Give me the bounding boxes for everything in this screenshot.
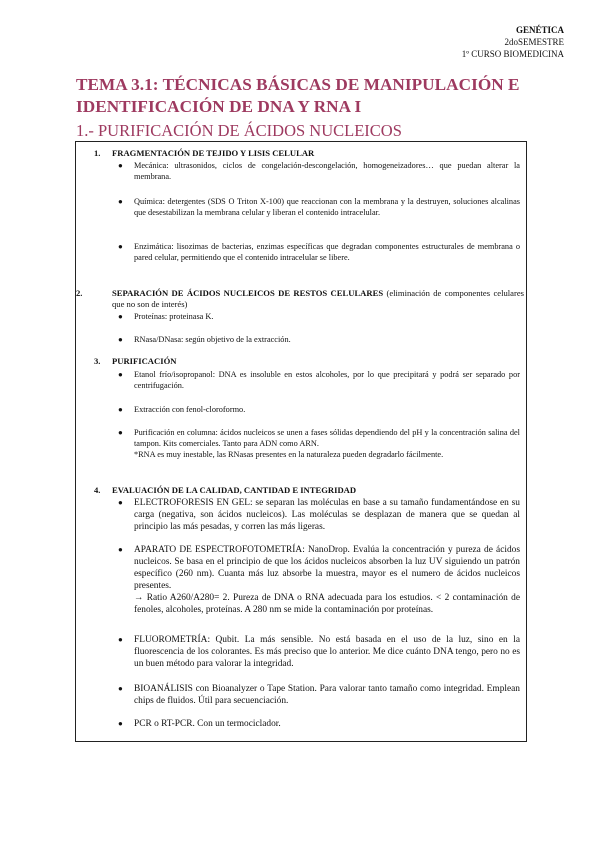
header-subject: GENÉTICA [515,25,564,35]
bullet-icon: ● [118,719,123,728]
document-header [462,24,564,60]
header-course: 1º CURSO BIOMEDICINA [461,49,564,59]
list-item: ● APARATO DE ESPECTROFOTOMETRÍA: NanoDrop. Evalúa la concentración y pureza de ácidos nucleicos. Se basa en el principio de que los ácidos nucleicos absorben la luz UV siguiendo un patrón específico (260 nm). Cuanta más luz absorbe la muestra, mayor es el numero de ácidos nucleicos presentes. → Ratio A260/A280= 2. Pureza de DNA o RNA adecuada para los estudios. < 2 contaminación de fenoles, alcoholes, proteínas. A 280 nm se mide la contaminación por proteínas. [118,545,520,615]
page-title: TEMA 3.1: TÉCNICAS BÁSICAS DE MANIPULACIÓN E IDENTIFICACIÓN DE DNA Y RNA I [76,75,520,116]
list-item: ● FLUOROMETRÍA: Qubit. La más sensible. No está basada en el uso de la luz, sino en la fluorescencia de los colorantes. Es más preciso que lo anterior. Me dice cuánto DNA tengo, pero no es un buen método para valorar la integridad. [118,635,520,669]
list-item: ● Enzimática: lisozimas de bacterias, enzimas específicas que degradan componentes estructurales de membrana o pared celular, permitiendo que el contenido intracelular se libere. [118,242,520,262]
bullet-icon: ● [118,161,123,170]
bullet-icon: ● [118,684,123,693]
list-item: ● PCR o RT-PCR. Con un termociclador. [118,719,281,729]
bullet-icon: ● [118,312,123,321]
bullet-icon: ● [118,545,123,554]
section-title: PURIFICACIÓN [112,356,177,366]
section-number: 4. [94,485,101,495]
bullet-icon: ● [118,428,123,437]
list-item: ● BIOANÁLISIS con Bioanalyzer o Tape Station. Para valorar tanto tamaño como integridad. Emplean chips de fluidos. Útil para secuenciación. [118,684,520,706]
bullet-icon: ● [118,635,123,644]
bullet-icon: ● [118,242,123,251]
section-number: 1. [94,148,101,158]
list-item: ● Purificación en columna: ácidos nucleicos se unen a fases sólidas dependiendo del pH y la concentración salina del tampon. Kits comerciales. Tanto para ADN como ARN. *RNA es muy inestable, las RNasas presentes en la naturaleza pueden degradarlo fácilmente. [118,428,520,459]
section-title: SEPARACIÓN DE ÁCIDOS NUCLEICOS DE RESTOS CELULARES [112,288,384,298]
section-title: EVALUACIÓN DE LA CALIDAD, CANTIDAD E INTEGRIDAD [112,485,357,495]
list-item: ● ELECTROFORESIS EN GEL: se separan las moléculas en base a su tamaño fundamentándose en su carga (negativa, son ácidos nucleicos). Las moléculas se desplazan de manera que se quedan al principio las más pesadas, y corren las más ligeras. [118,498,520,532]
bullet-icon: ● [118,335,123,344]
section-title: FRAGMENTACIÓN DE TEJIDO Y LISIS CELULAR [112,148,315,158]
list-item: ● Proteínas: proteinasa K. [118,312,214,321]
list-item: ● Extracción con fenol-cloroformo. [118,405,246,414]
section-4 [94,485,524,496]
section-heading: 1.- PURIFICACIÓN DE ÁCIDOS NUCLEICOS [76,121,402,140]
section-number: 2. [76,288,83,298]
section-note: (eliminación de componentes celulares que no son de interés) [112,288,524,310]
bullet-icon: ● [118,405,123,414]
section-3 [94,356,524,367]
section-number: 3. [94,356,101,366]
content-box [75,141,527,742]
section-2 [76,288,524,311]
ratio-note: → Ratio A260/A280= 2. Pureza de DNA o RNA adecuada para los estudios. < 2 contaminación de fenoles, alcoholes, proteínas. A 280 nm se mide la contaminación por proteínas. [134,593,520,615]
header-semester: 2doSEMESTRE [504,37,564,47]
list-item: ● Química: detergentes (SDS O Triton X-100) que reaccionan con la membrana y la destruyen, soluciones alcalinas que desestabilizan la membrana celular y liberan el contenido intracelular. [118,197,520,217]
bullet-icon: ● [118,197,123,206]
list-item: ● Etanol frío/isopropanol: DNA es insoluble en estos alcoholes, por lo que precipitará y podrá ser separado por centrifugación. [118,370,520,390]
rna-note: *RNA es muy inestable, las RNasas presentes en la naturaleza pueden degradarlo fácilmente. [134,450,444,459]
section-1 [94,148,524,159]
bullet-icon: ● [118,370,123,379]
list-item: ● RNasa/DNasa: según objetivo de la extracción. [118,335,291,344]
list-item: ● Mecánica: ultrasonidos, ciclos de congelación-descongelación, homogeneizadores… que puedan alterar la membrana. [118,161,520,181]
bullet-icon: ● [118,498,123,507]
